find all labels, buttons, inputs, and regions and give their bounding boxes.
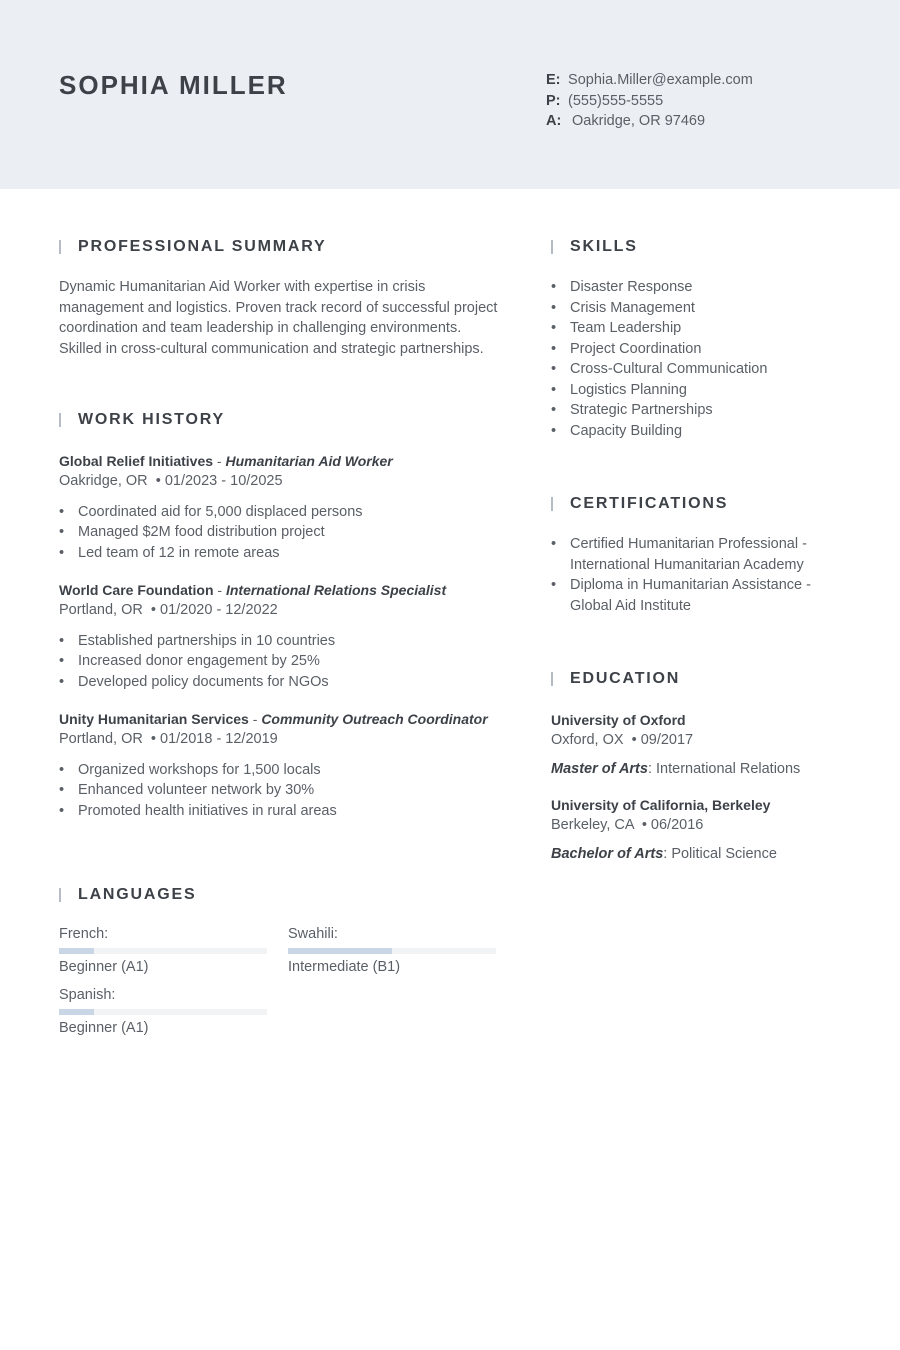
job-entry: [59, 709, 504, 821]
left-column: [59, 238, 504, 821]
job-separator: -: [248, 711, 262, 727]
job-bullet-text: Developed policy documents for NGOs: [78, 673, 329, 690]
job-bullet: [59, 780, 504, 801]
education-degree-line: [551, 844, 851, 865]
education-degree-line: [551, 759, 851, 780]
job-company: Unity Humanitarian Services: [59, 711, 249, 727]
job-title-line: [59, 709, 504, 729]
skill-item: [551, 318, 851, 339]
education-location: Oxford, OX: [551, 732, 624, 748]
bullet-dot: •: [551, 361, 557, 377]
job-bullet-text: Established partnerships in 10 countries: [78, 632, 336, 649]
education-entry: [551, 795, 851, 864]
meta-dot: •: [150, 602, 156, 618]
language-level-fill: [59, 948, 94, 954]
certifications-list: [551, 534, 851, 616]
bullet-dot: •: [59, 544, 65, 561]
bullet-dot: •: [59, 503, 65, 520]
section-bar: [551, 240, 553, 254]
bullet-dot: •: [551, 577, 557, 593]
languages-heading: [59, 886, 504, 904]
job-bullet: [59, 672, 504, 693]
work-heading-text: WORK HISTORY: [78, 411, 225, 428]
certification-item: [551, 534, 851, 575]
bullet-dot: •: [59, 782, 65, 798]
education-field: : Political Science: [663, 845, 777, 862]
summary-heading: [59, 238, 504, 256]
email-row: [546, 70, 753, 91]
job-dates: 01/2023 - 10/2025: [164, 473, 283, 489]
skills-list: [551, 277, 851, 441]
certification-item: [551, 575, 851, 616]
phone-label: P:: [546, 92, 561, 109]
bullet-dot: •: [551, 422, 557, 439]
education-meta: [551, 730, 851, 751]
job-role: International Relations Specialist: [225, 582, 447, 598]
certification-name: Certified Humanitarian Professional -: [570, 536, 807, 552]
certification-issuer: Global Aid Institute: [570, 597, 691, 614]
address-value: Oakridge, OR 97469: [572, 113, 706, 129]
job-bullet: [59, 651, 504, 672]
certifications-heading: [551, 495, 851, 513]
job-bullets: [59, 502, 504, 564]
job-entry: [59, 451, 504, 563]
phone-row: [546, 91, 753, 112]
email-value[interactable]: Sophia.Miller@example.com: [568, 72, 753, 88]
contact-block: [546, 70, 753, 132]
meta-dot: •: [641, 817, 647, 833]
certifications-heading-text: CERTIFICATIONS: [570, 495, 729, 512]
language-level: Beginner (A1): [59, 958, 149, 975]
job-bullet-text: Promoted health initiatives in rural areas: [78, 802, 337, 819]
skill-text: Team Leadership: [570, 320, 682, 336]
education-entry: [551, 710, 851, 779]
job-title-line: [59, 451, 504, 471]
education-heading: [551, 670, 851, 688]
right-column: [551, 238, 851, 864]
job-bullets: [59, 760, 504, 822]
section-bar: [59, 413, 61, 427]
education-date: 06/2016: [650, 817, 704, 833]
bullet-dot: •: [59, 761, 65, 778]
section-bar: [551, 672, 553, 686]
skills-heading-text: SKILLS: [570, 238, 638, 255]
candidate-name: SOPHIA MILLER: [59, 70, 288, 100]
skill-text: Disaster Response: [570, 279, 693, 295]
bullet-dot: •: [551, 320, 557, 336]
language-level: Beginner (A1): [59, 1019, 149, 1036]
job-location: Oakridge, OR: [59, 473, 148, 489]
language-level-track: [59, 1009, 267, 1015]
language-item: [288, 924, 496, 977]
bullet-dot: •: [59, 802, 65, 819]
skill-text: Logistics Planning: [570, 381, 687, 398]
job-meta: [59, 729, 504, 750]
summary-text: Dynamic Humanitarian Aid Worker with expertise in crisis management and logistics. Proven track record of successful project coordination and team leadership in challenging environments. Skilled in cross-cultural communication and strategic partnerships.: [59, 279, 498, 357]
bullet-dot: •: [551, 299, 557, 316]
education-degree: Bachelor of Arts: [551, 845, 664, 862]
education-school: University of Oxford: [551, 712, 686, 728]
job-bullets: [59, 631, 504, 693]
language-name: Spanish:: [59, 987, 116, 1003]
job-bullet: [59, 631, 504, 652]
job-separator: -: [213, 453, 226, 469]
summary-heading-text: PROFESSIONAL SUMMARY: [78, 238, 327, 255]
job-bullet: [59, 543, 504, 564]
skill-item: [551, 359, 851, 380]
bullet-dot: •: [551, 381, 557, 398]
bullet-dot: •: [59, 653, 65, 669]
job-title-line: [59, 580, 504, 600]
education-degree: Master of Arts: [551, 760, 648, 777]
education-field: : International Relations: [647, 760, 801, 777]
job-company: Global Relief Initiatives: [59, 453, 214, 469]
address-label: A:: [546, 113, 562, 129]
job-bullet-text: Managed $2M food distribution project: [78, 524, 325, 540]
job-dates: 01/2018 - 12/2019: [160, 731, 278, 747]
language-name: French:: [59, 926, 109, 942]
meta-dot: •: [150, 731, 156, 747]
job-meta: [59, 471, 504, 492]
skill-text: Crisis Management: [570, 299, 695, 316]
education-date: 09/2017: [640, 732, 694, 748]
bullet-dot: •: [551, 402, 557, 418]
language-item: [59, 924, 267, 977]
skill-text: Cross-Cultural Communication: [570, 361, 768, 377]
language-level-fill: [288, 948, 392, 954]
language-level-fill: [59, 1009, 94, 1015]
language-level-track: [59, 948, 267, 954]
job-bullet-text: Enhanced volunteer network by 30%: [78, 782, 315, 798]
job-bullet: [59, 522, 504, 543]
job-bullet-text: Coordinated aid for 5,000 displaced persons: [78, 503, 363, 520]
bullet-dot: •: [551, 279, 557, 295]
skill-text: Strategic Partnerships: [570, 402, 713, 418]
job-company: World Care Foundation: [59, 582, 214, 598]
skill-item: [551, 339, 851, 360]
education-heading-text: EDUCATION: [570, 670, 681, 687]
job-bullet-text: Organized workshops for 1,500 locals: [78, 761, 321, 778]
language-item: [59, 985, 267, 1038]
bullet-dot: •: [551, 340, 557, 357]
job-separator: -: [213, 582, 226, 598]
certification-issuer: International Humanitarian Academy: [570, 556, 804, 573]
meta-dot: •: [631, 732, 637, 748]
job-entry: [59, 580, 504, 692]
job-role: Humanitarian Aid Worker: [225, 453, 393, 469]
skill-item: [551, 277, 851, 298]
job-location: Portland, OR: [59, 731, 143, 747]
section-bar: [59, 240, 61, 254]
job-dates: 01/2020 - 12/2022: [160, 602, 278, 618]
phone-value: (555)555-5555: [568, 92, 664, 109]
job-location: Portland, OR: [59, 602, 143, 618]
meta-dot: •: [155, 473, 161, 489]
email-label: E:: [546, 72, 561, 88]
bullet-dot: •: [551, 536, 557, 552]
skill-item: [551, 400, 851, 421]
job-bullet-text: Increased donor engagement by 25%: [78, 653, 320, 669]
header-band: [0, 0, 900, 189]
education-meta: [551, 815, 851, 836]
job-bullet: [59, 760, 504, 781]
skill-item: [551, 380, 851, 401]
section-bar: [551, 497, 553, 511]
job-role: Community Outreach Coordinator: [261, 711, 488, 727]
skill-text: Capacity Building: [570, 422, 683, 439]
bullet-dot: •: [59, 673, 65, 690]
skills-heading: [551, 238, 851, 256]
skill-item: [551, 298, 851, 319]
language-name: Swahili:: [288, 926, 338, 942]
skill-item: [551, 421, 851, 442]
job-bullet: [59, 502, 504, 523]
work-heading: [59, 411, 504, 429]
education-location: Berkeley, CA: [551, 817, 634, 833]
address-row: [546, 111, 753, 132]
education-school: University of California, Berkeley: [551, 797, 771, 813]
job-bullet-text: Led team of 12 in remote areas: [78, 544, 280, 561]
languages-section: [59, 886, 504, 904]
language-level-track: [288, 948, 496, 954]
certification-name: Diploma in Humanitarian Assistance -: [570, 577, 811, 593]
bullet-dot: •: [59, 524, 65, 540]
bullet-dot: •: [59, 632, 65, 649]
languages-heading-text: LANGUAGES: [78, 886, 197, 903]
job-meta: [59, 600, 504, 621]
job-bullet: [59, 801, 504, 822]
language-level: Intermediate (B1): [288, 958, 401, 975]
section-bar: [59, 888, 61, 902]
skill-text: Project Coordination: [570, 340, 702, 357]
